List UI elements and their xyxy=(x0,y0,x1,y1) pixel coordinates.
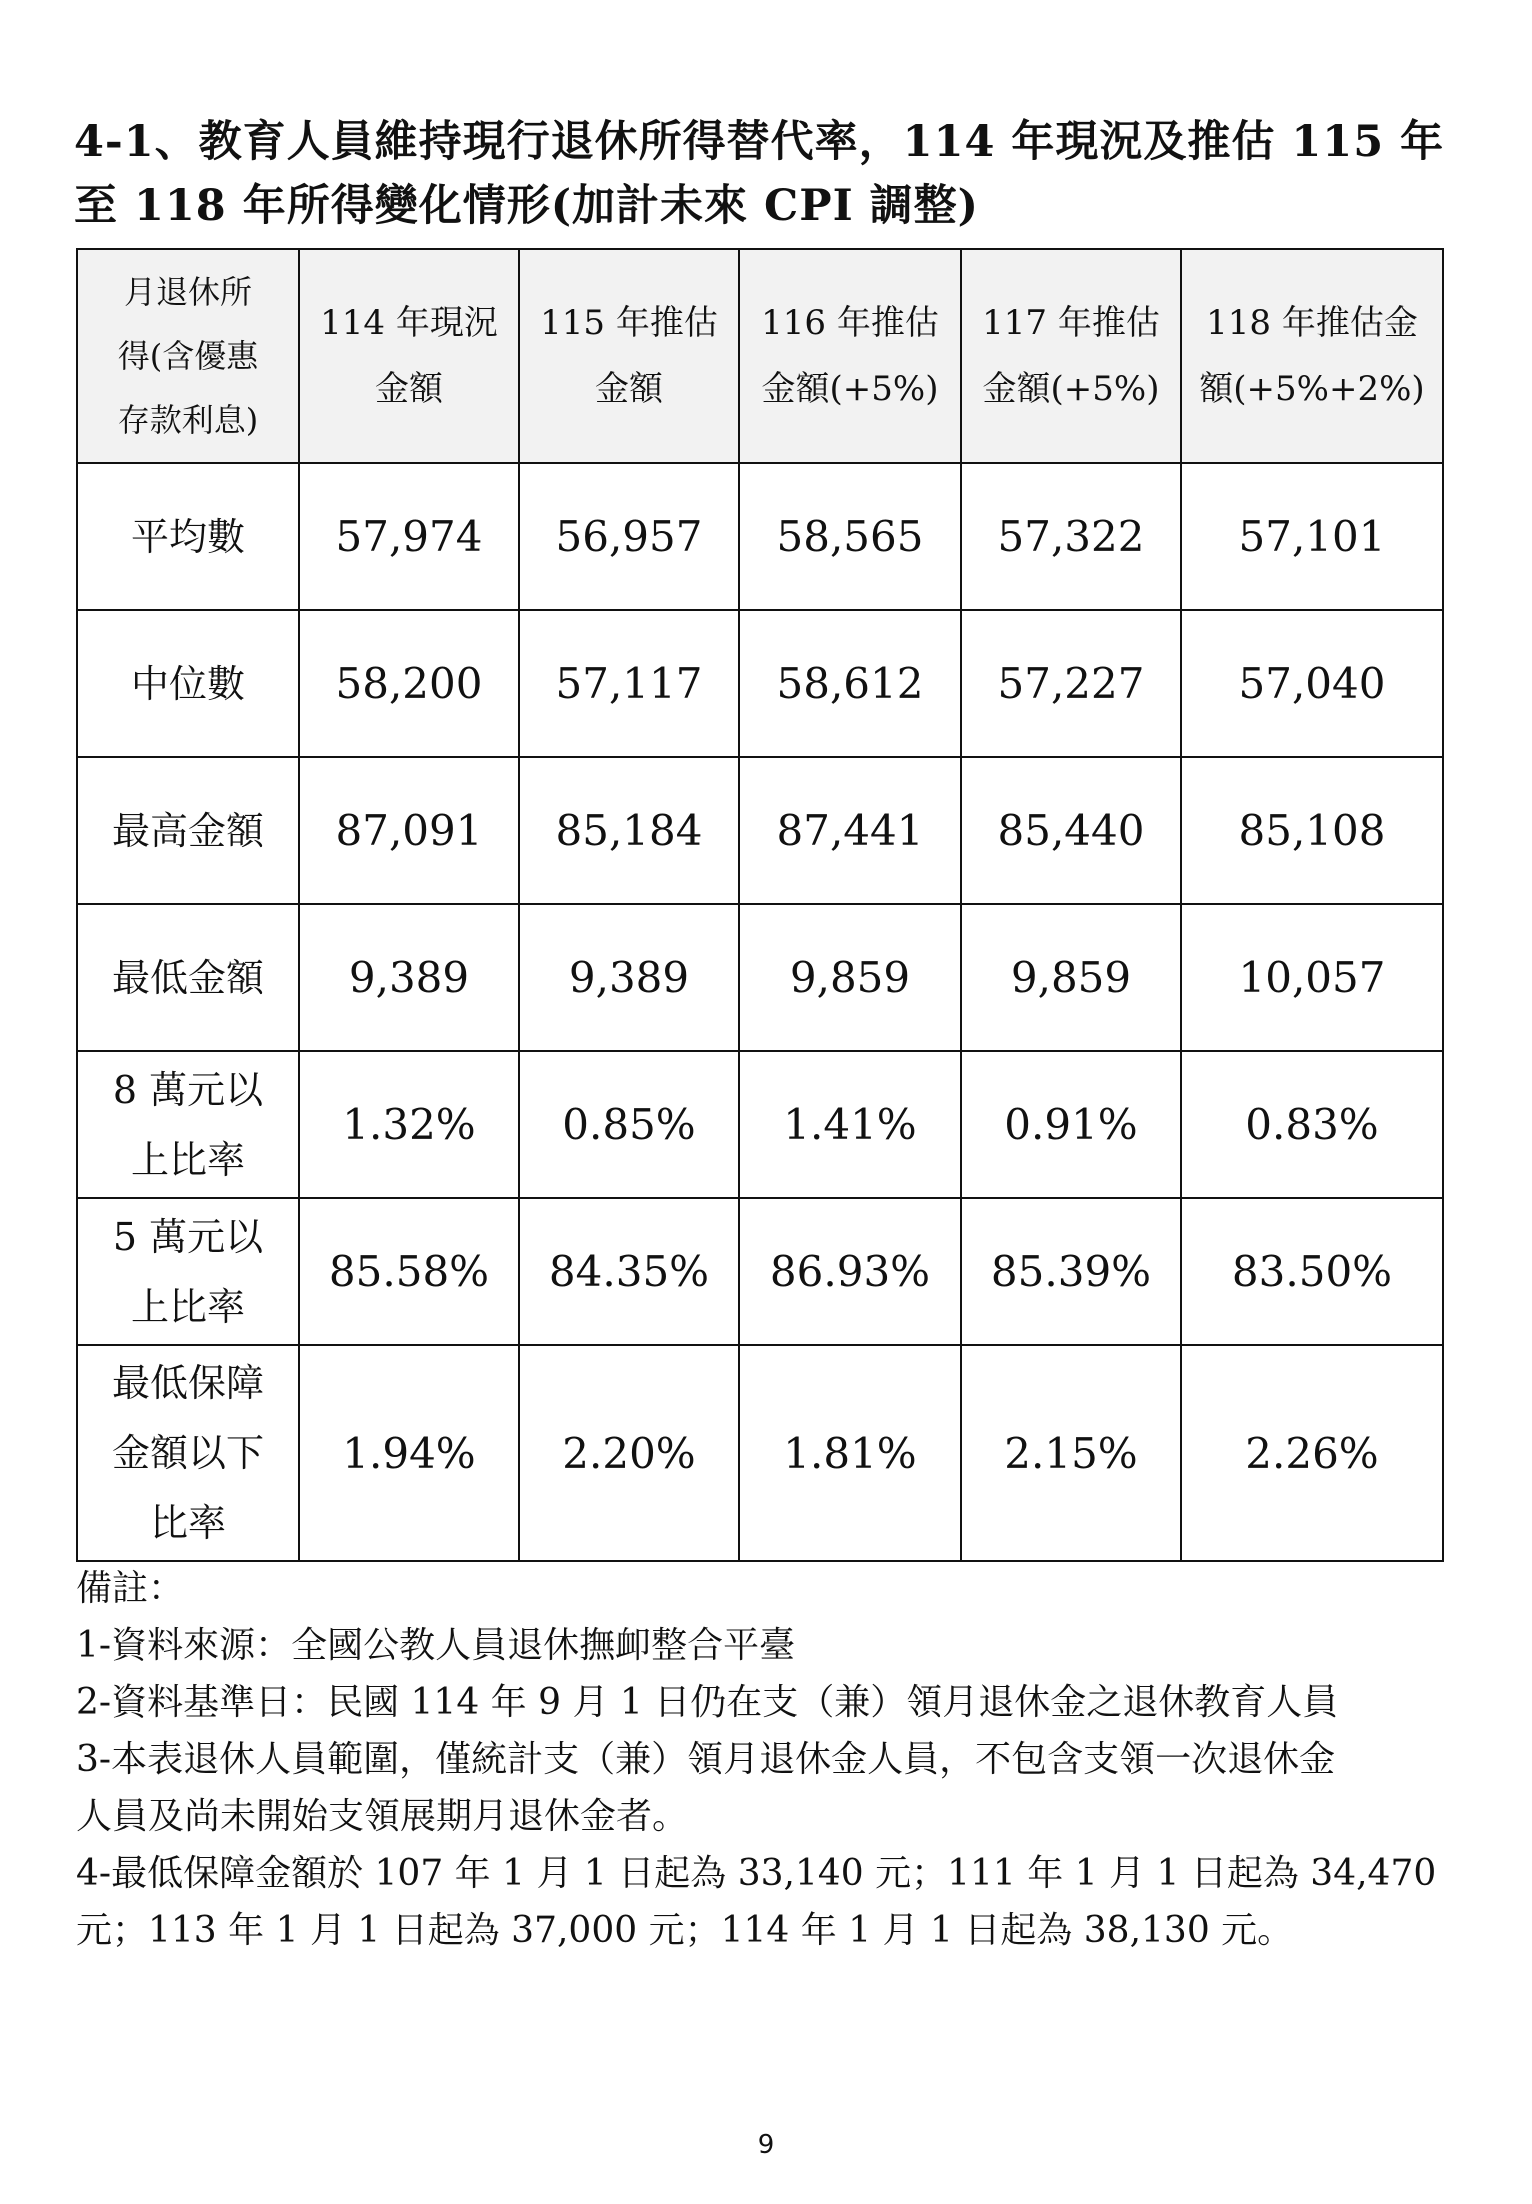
table-cell: 57,974 xyxy=(299,463,519,610)
table-row xyxy=(77,1198,1443,1345)
retirement-income-table xyxy=(76,248,1444,1562)
table-cell: 0.83% xyxy=(1181,1051,1443,1198)
title-line-2: 至 118 年所得變化情形(加計未來 CPI 調整) xyxy=(74,181,980,231)
table-cell: 9,859 xyxy=(961,904,1181,1051)
column-header: 114 年現況 金額 xyxy=(299,249,519,463)
row-header: 最高金額 xyxy=(77,757,299,904)
column-header: 115 年推估 金額 xyxy=(519,249,739,463)
table-cell: 87,091 xyxy=(299,757,519,904)
note-line: 4-最低保障金額於 107 年 1 月 1 日起為 33,140 元；111 年 1 月 1 日起為 34,470 xyxy=(76,1853,1437,1894)
table-row xyxy=(77,757,1443,904)
table-cell: 57,322 xyxy=(961,463,1181,610)
notes-section xyxy=(76,1560,1476,1959)
table-header-row xyxy=(77,249,1443,463)
note-line: 1-資料來源：全國公教人員退休撫卹整合平臺 xyxy=(76,1625,796,1666)
table-cell: 85,440 xyxy=(961,757,1181,904)
table-cell: 9,859 xyxy=(739,904,961,1051)
table-cell: 10,057 xyxy=(1181,904,1443,1051)
corner-header: 月退休所 得(含優惠 存款利息) xyxy=(77,249,299,463)
title-line-1: 4-1、教育人員維持現行退休所得替代率，114 年現況及推估 115 年 xyxy=(74,117,1445,167)
table-cell: 58,565 xyxy=(739,463,961,610)
table-cell: 1.32% xyxy=(299,1051,519,1198)
table-cell: 87,441 xyxy=(739,757,961,904)
table-cell: 58,200 xyxy=(299,610,519,757)
note-line: 3-本表退休人員範圍，僅統計支（兼）領月退休金人員，不包含支領一次退休金 xyxy=(76,1739,1336,1780)
table-cell: 85.39% xyxy=(961,1198,1181,1345)
notes-heading: 備註： xyxy=(76,1568,185,1609)
table-cell: 0.91% xyxy=(961,1051,1181,1198)
table-cell: 1.94% xyxy=(299,1345,519,1561)
column-header: 116 年推估 金額(+5%) xyxy=(739,249,961,463)
column-header: 117 年推估 金額(+5%) xyxy=(961,249,1181,463)
row-header: 5 萬元以 上比率 xyxy=(77,1198,299,1345)
table-cell: 9,389 xyxy=(299,904,519,1051)
table-cell: 0.85% xyxy=(519,1051,739,1198)
table-cell: 83.50% xyxy=(1181,1198,1443,1345)
table-cell: 85.58% xyxy=(299,1198,519,1345)
table-row xyxy=(77,904,1443,1051)
table-cell: 57,101 xyxy=(1181,463,1443,610)
table-row xyxy=(77,463,1443,610)
row-header: 最低保障 金額以下 比率 xyxy=(77,1345,299,1561)
table-row xyxy=(77,1051,1443,1198)
note-line: 2-資料基準日：民國 114 年 9 月 1 日仍在支（兼）領月退休金之退休教育人員 xyxy=(76,1682,1339,1723)
table-cell: 85,184 xyxy=(519,757,739,904)
table-cell: 1.81% xyxy=(739,1345,961,1561)
row-header: 最低金額 xyxy=(77,904,299,1051)
table-cell: 2.20% xyxy=(519,1345,739,1561)
table-cell: 57,227 xyxy=(961,610,1181,757)
table-row xyxy=(77,1345,1443,1561)
table-cell: 57,040 xyxy=(1181,610,1443,757)
table-cell: 1.41% xyxy=(739,1051,961,1198)
table-cell: 85,108 xyxy=(1181,757,1443,904)
table-cell: 2.15% xyxy=(961,1345,1181,1561)
column-header: 118 年推估金 額(+5%+2%) xyxy=(1181,249,1443,463)
table-cell: 58,612 xyxy=(739,610,961,757)
page-number: 9 xyxy=(757,2130,775,2160)
table-cell: 57,117 xyxy=(519,610,739,757)
row-header: 平均數 xyxy=(77,463,299,610)
table-cell: 9,389 xyxy=(519,904,739,1051)
table-cell: 2.26% xyxy=(1181,1345,1443,1561)
table-row xyxy=(77,610,1443,757)
row-header: 中位數 xyxy=(77,610,299,757)
note-line: 元；113 年 1 月 1 日起為 37,000 元；114 年 1 月 1 日起為 38,130 元。 xyxy=(76,1910,1294,1951)
table-cell: 84.35% xyxy=(519,1198,739,1345)
row-header: 8 萬元以 上比率 xyxy=(77,1051,299,1198)
table-cell: 86.93% xyxy=(739,1198,961,1345)
page-title xyxy=(74,110,1454,238)
note-line: 人員及尚未開始支領展期月退休金者。 xyxy=(76,1796,689,1837)
table-cell: 56,957 xyxy=(519,463,739,610)
